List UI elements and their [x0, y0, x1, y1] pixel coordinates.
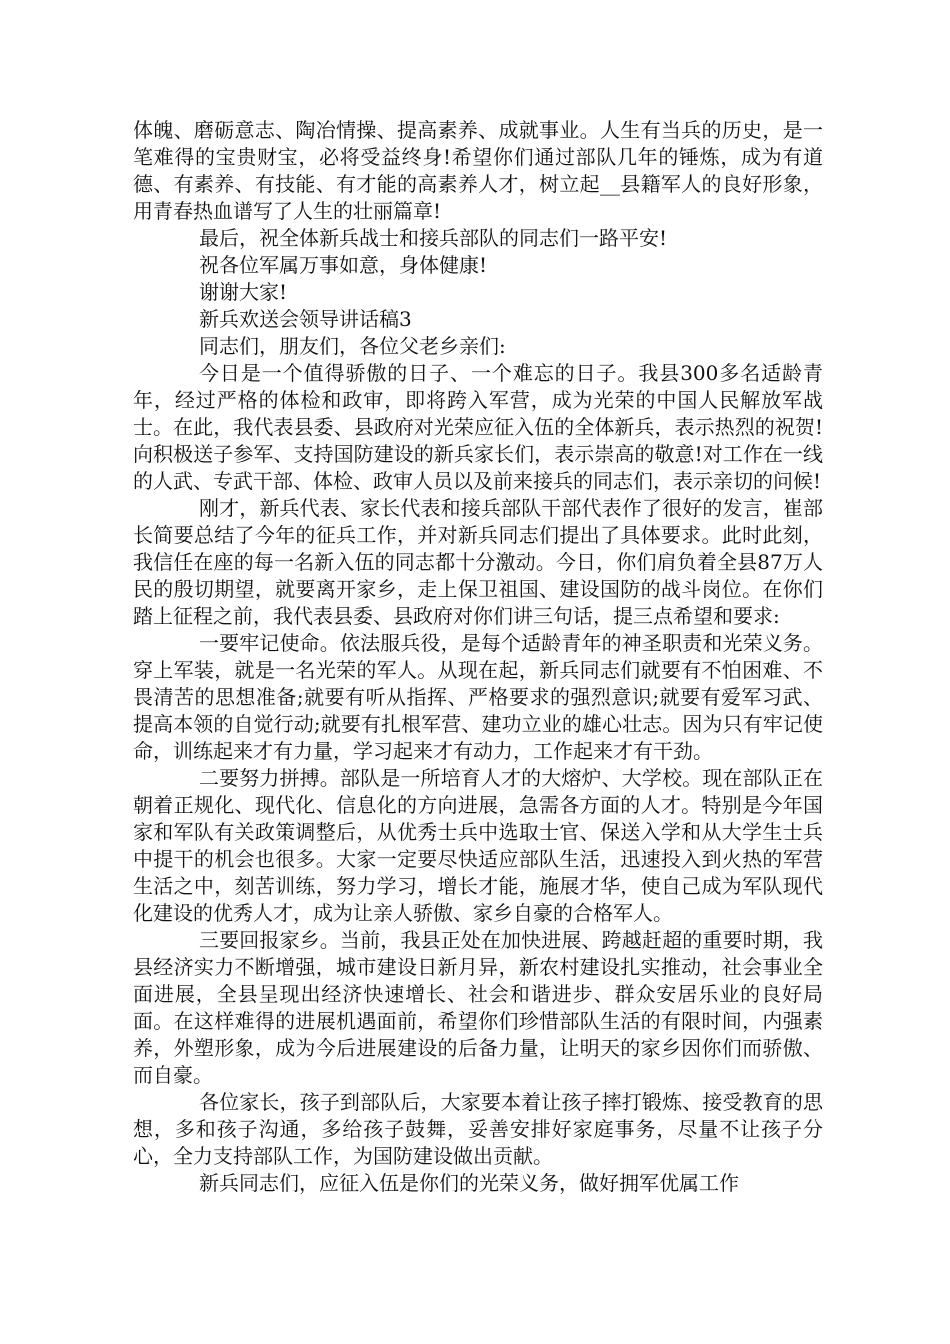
paragraph-speakers: 刚才，新兵代表、家长代表和接兵部队干部代表作了很好的发言，崔部长简要总结了今年的征兵工作，并对新兵同志们提出了具体要求。此时此刻，我信任在座的每一名新入伍的同志都十分激动。今日，你们肩负着全县87万人民的殷切期望，就要离开家乡，走上保卫祖国、建设国防的战斗岗位。在你们踏上征程之前，我代表县委、县政府对你们讲三句话，提三点希望和要求:: [133, 496, 823, 628]
paragraph-salutation: 同志们，朋友们，各位父老乡亲们:: [199, 334, 506, 358]
paragraph-point-two: 二要努力拼搏。部队是一所培育人才的大熔炉、大学校。现在部队正在朝着正规化、现代化、信息化的方向进展，急需各方面的人才。特别是今年国家和军队有关政策调整后，从优秀士兵中选取士官、保送入学和从大学生士兵中提干的机会也很多。大家一定要尽快适应部队生活，迅速投入到火热的军营生活之中，刻苦训练，努力学习，增长才能，施展才华，使自己成为军队现代化建设的优秀人才，成为让亲人骄傲、家乡自豪的合格军人。: [133, 766, 823, 925]
document-body: [133, 117, 823, 1197]
paragraph-thanks: 谢谢大家!: [199, 280, 288, 304]
paragraph-closing-wish: 最后，祝全体新兵战士和接兵部队的同志们一路平安!: [199, 226, 668, 250]
paragraph-continuation: 体魄、磨砺意志、陶冶情操、提高素养、成就事业。人生有当兵的历史，是一笔难得的宝贵财宝，必将受益终身!希望你们通过部队几年的锤炼，成为有道德、有素养、有技能、有才能的高素养人才，树立起__县籍军人的良好形象，用青春热血谱写了人生的壮丽篇章!: [133, 118, 823, 223]
paragraph-recruits: 新兵同志们，应征入伍是你们的光荣义务，做好拥军优属工作: [199, 1171, 739, 1195]
section-heading: 新兵欢送会领导讲话稿3: [199, 307, 412, 331]
paragraph-point-three: 三要回报家乡。当前，我县正处在加快进展、跨越赶超的重要时期，我县经济实力不断增强，城市建设日新月异，新农村建设扎实推动，社会事业全面进展，全县呈现出经济快速增长、社会和谐进步、群众安居乐业的良好局面。在这样难得的进展机遇面前，希望你们珍惜部队生活的有限时间，内强素养，外塑形象，成为今后进展建设的后备力量，让明天的家乡因你们而骄傲、而自豪。: [133, 928, 823, 1087]
paragraph-point-one: 一要牢记使命。依法服兵役，是每个适龄青年的神圣职责和光荣义务。穿上军装，就是一名光荣的军人。从现在起，新兵同志们就要有不怕困难、不畏清苦的思想准备;就要有听从指挥、严格要求的强烈意识;就要有爱军习武、提高本领的自觉行动;就要有扎根军营、建功立业的雄心壮志。因为只有牢记使命，训练起来才有力量，学习起来才有动力，工作起来才有干劲。: [133, 631, 823, 763]
paragraph-parents: 各位家长，孩子到部队后，大家要本着让孩子摔打锻炼、接受教育的思想，多和孩子沟通，多给孩子鼓舞，妥善安排好家庭事务，尽量不让孩子分心，全力支持部队工作，为国防建设做出贡献。: [133, 1090, 823, 1168]
paragraph-family-wish: 祝各位军属万事如意，身体健康!: [199, 253, 488, 277]
paragraph-opening: 今日是一个值得骄傲的日子、一个难忘的日子。我县300多名适龄青年，经过严格的体检和政审，即将跨入军营，成为光荣的中国人民解放军战士。在此，我代表县委、县政府对光荣应征入伍的全体新兵，表示热烈的祝贺!向积极送子参军、支持国防建设的新兵家长们，表示崇高的敬意!对工作在一线的人武、专武干部、体检、政审人员以及前来接兵的同志们，表示亲切的问候!: [133, 361, 823, 493]
